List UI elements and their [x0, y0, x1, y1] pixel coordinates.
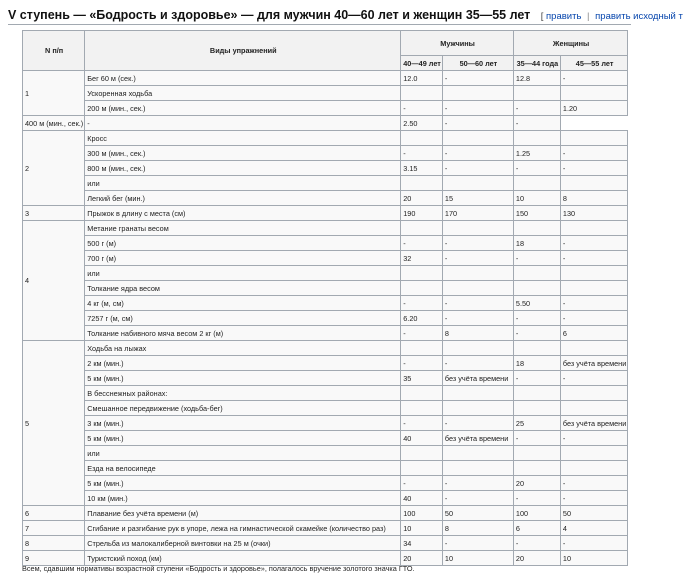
value-cell: 20 — [401, 191, 443, 206]
value-cell — [401, 266, 443, 281]
section-heading — [8, 6, 683, 24]
value-cell — [401, 386, 443, 401]
value-cell: - — [401, 476, 443, 491]
value-cell: - — [442, 491, 513, 506]
value-cell: 20 — [401, 551, 443, 566]
header-number: N п/п — [23, 31, 85, 71]
value-cell: - — [442, 536, 513, 551]
header-men-age-1: 40—49 лет — [401, 56, 443, 71]
value-cell: 40 — [401, 431, 443, 446]
value-cell — [560, 86, 627, 101]
section-title: V ступень — «Бодрость и здоровье» — для мужчин 40—60 лет и женщин 35—55 лет — [8, 8, 531, 22]
value-cell: - — [560, 251, 627, 266]
value-cell — [560, 446, 627, 461]
value-cell: 50 — [442, 506, 513, 521]
value-cell: 4 — [560, 521, 627, 536]
exercise-cell: 4 кг (м, см) — [85, 296, 401, 311]
table-row — [23, 356, 628, 371]
value-cell: 12.8 — [513, 71, 560, 86]
value-cell — [401, 401, 443, 416]
footnote: Всем, сдавшим нормативы возрастной ступени «Бодрость и здоровье», полагалось вручение золотого значка ГТО. — [22, 564, 415, 573]
value-cell: без учёта времени — [442, 431, 513, 446]
value-cell: - — [401, 356, 443, 371]
exercise-cell: 800 м (мин., сек.) — [85, 161, 401, 176]
table-row — [23, 446, 628, 461]
value-cell: - — [442, 71, 513, 86]
exercise-cell: Ускоренная ходьба — [85, 86, 401, 101]
row-number: 8 — [23, 536, 85, 551]
table-row — [23, 431, 628, 446]
value-cell: 5.50 — [513, 296, 560, 311]
exercise-cell: Сгибание и разгибание рук в упоре, лежа на гимнастической скамейке (количество раз) — [85, 521, 401, 536]
value-cell: 1.25 — [513, 146, 560, 161]
value-cell: - — [442, 161, 513, 176]
exercise-cell: 400 м (мин., сек.) — [23, 116, 85, 131]
value-cell: - — [442, 416, 513, 431]
value-cell: - — [401, 296, 443, 311]
value-cell — [513, 446, 560, 461]
value-cell: - — [513, 431, 560, 446]
value-cell — [442, 86, 513, 101]
value-cell — [442, 401, 513, 416]
table-row — [23, 251, 628, 266]
table-row — [23, 221, 628, 236]
value-cell: 3.15 — [401, 161, 443, 176]
value-cell: 170 — [442, 206, 513, 221]
value-cell — [560, 401, 627, 416]
value-cell — [513, 86, 560, 101]
table-row — [23, 341, 628, 356]
value-cell: 6 — [513, 521, 560, 536]
value-cell: - — [560, 371, 627, 386]
value-cell — [442, 386, 513, 401]
table-row — [23, 296, 628, 311]
value-cell — [560, 131, 627, 146]
table-row — [23, 86, 628, 101]
value-cell — [442, 266, 513, 281]
gto-norms-table — [22, 30, 628, 566]
value-cell: - — [401, 146, 443, 161]
exercise-cell: 700 г (м) — [85, 251, 401, 266]
exercise-cell: 10 км (мин.) — [85, 491, 401, 506]
table-row — [23, 101, 628, 116]
value-cell: - — [560, 236, 627, 251]
header-men: Мужчины — [401, 31, 514, 56]
exercise-cell: 5 км (мин.) — [85, 476, 401, 491]
table-row — [23, 461, 628, 476]
exercise-cell: В бесснежных районах: — [85, 386, 401, 401]
value-cell — [401, 86, 443, 101]
value-cell: - — [442, 356, 513, 371]
value-cell — [560, 281, 627, 296]
value-cell — [442, 446, 513, 461]
value-cell: - — [560, 71, 627, 86]
value-cell: - — [513, 161, 560, 176]
row-number: 2 — [23, 131, 85, 206]
value-cell: - — [513, 326, 560, 341]
table-body — [23, 71, 628, 566]
table-row — [23, 401, 628, 416]
value-cell: - — [442, 296, 513, 311]
value-cell: 34 — [401, 536, 443, 551]
value-cell: без учёта времени — [560, 416, 627, 431]
value-cell — [401, 461, 443, 476]
value-cell: 20 — [513, 476, 560, 491]
exercise-cell: 200 м (мин., сек.) — [85, 101, 401, 116]
value-cell — [513, 461, 560, 476]
value-cell: - — [560, 431, 627, 446]
table-row — [23, 506, 628, 521]
table-row — [23, 311, 628, 326]
header-men-age-2: 50—60 лет — [442, 56, 513, 71]
row-number: 6 — [23, 506, 85, 521]
table-row — [23, 371, 628, 386]
value-cell: 8 — [442, 326, 513, 341]
value-cell: - — [513, 371, 560, 386]
value-cell: - — [560, 476, 627, 491]
exercise-cell: Стрельба из малокалиберной винтовки на 25 м (очки) — [85, 536, 401, 551]
row-number: 9 — [23, 551, 85, 566]
table-row — [23, 521, 628, 536]
value-cell — [442, 176, 513, 191]
value-cell: - — [560, 491, 627, 506]
table-row — [23, 266, 628, 281]
exercise-cell: Бег 60 м (сек.) — [85, 71, 401, 86]
table-row — [23, 236, 628, 251]
value-cell: без учёта времени — [560, 356, 627, 371]
exercise-cell: 300 м (мин., сек.) — [85, 146, 401, 161]
value-cell: 20 — [513, 551, 560, 566]
value-cell: 40 — [401, 491, 443, 506]
value-cell: 12.0 — [401, 71, 443, 86]
value-cell — [442, 281, 513, 296]
value-cell: - — [513, 491, 560, 506]
value-cell: 100 — [513, 506, 560, 521]
value-cell: - — [442, 251, 513, 266]
value-cell — [442, 131, 513, 146]
exercise-cell: 3 км (мин.) — [85, 416, 401, 431]
value-cell — [560, 341, 627, 356]
value-cell: 190 — [401, 206, 443, 221]
value-cell: - — [401, 416, 443, 431]
value-cell: - — [442, 236, 513, 251]
table-row — [23, 161, 628, 176]
value-cell — [401, 221, 443, 236]
value-cell: - — [85, 116, 401, 131]
header-women-age-1: 35—44 года — [513, 56, 560, 71]
header-women-age-2: 45—55 лет — [560, 56, 627, 71]
exercise-cell: Толкание ядра весом — [85, 281, 401, 296]
exercise-cell: Легкий бег (мин.) — [85, 191, 401, 206]
exercise-cell: 7257 г (м, см) — [85, 311, 401, 326]
exercise-cell: Туристский поход (км) — [85, 551, 401, 566]
value-cell: 15 — [442, 191, 513, 206]
value-cell — [560, 266, 627, 281]
edit-separator: | — [587, 11, 590, 22]
table-row — [23, 71, 628, 86]
value-cell — [401, 281, 443, 296]
value-cell — [442, 341, 513, 356]
edit-link[interactable]: править — [546, 11, 582, 22]
value-cell: - — [442, 116, 513, 131]
exercise-cell: 5 км (мин.) — [85, 371, 401, 386]
table-row — [23, 146, 628, 161]
value-cell: - — [401, 236, 443, 251]
table-row — [23, 281, 628, 296]
value-cell: 6.20 — [401, 311, 443, 326]
value-cell: - — [513, 101, 560, 116]
exercise-cell: Кросс — [85, 131, 401, 146]
value-cell: - — [401, 101, 443, 116]
exercise-cell: Прыжок в длину с места (см) — [85, 206, 401, 221]
value-cell: 1.20 — [560, 101, 627, 116]
exercise-cell: 500 г (м) — [85, 236, 401, 251]
exercise-cell: Езда на велосипеде — [85, 461, 401, 476]
value-cell: - — [513, 311, 560, 326]
value-cell: - — [442, 101, 513, 116]
edit-source-link[interactable]: править исходный т — [595, 11, 683, 22]
row-number: 1 — [23, 71, 85, 116]
table-row — [23, 116, 628, 131]
row-number: 7 — [23, 521, 85, 536]
table-row — [23, 326, 628, 341]
value-cell: - — [401, 326, 443, 341]
value-cell: - — [513, 116, 560, 131]
value-cell: - — [560, 536, 627, 551]
value-cell — [401, 341, 443, 356]
exercise-cell: 5 км (мин.) — [85, 431, 401, 446]
table-row — [23, 476, 628, 491]
row-number: 4 — [23, 221, 85, 341]
exercise-cell: Метание гранаты весом — [85, 221, 401, 236]
exercise-cell: или — [85, 266, 401, 281]
edit-section-links — [541, 11, 683, 22]
value-cell: - — [442, 146, 513, 161]
value-cell — [513, 281, 560, 296]
value-cell: 10 — [442, 551, 513, 566]
value-cell — [401, 446, 443, 461]
table-row — [23, 206, 628, 221]
value-cell: 18 — [513, 236, 560, 251]
value-cell: - — [442, 476, 513, 491]
value-cell — [560, 386, 627, 401]
value-cell — [401, 131, 443, 146]
header-women: Женщины — [513, 31, 627, 56]
value-cell: - — [513, 536, 560, 551]
value-cell — [560, 461, 627, 476]
table-row — [23, 536, 628, 551]
value-cell: - — [442, 311, 513, 326]
value-cell: 8 — [560, 191, 627, 206]
value-cell: 10 — [401, 521, 443, 536]
value-cell: 6 — [560, 326, 627, 341]
value-cell — [513, 131, 560, 146]
row-number: 5 — [23, 341, 85, 506]
value-cell — [513, 401, 560, 416]
value-cell: 25 — [513, 416, 560, 431]
value-cell: - — [560, 146, 627, 161]
exercise-cell: Толкание набивного мяча весом 2 кг (м) — [85, 326, 401, 341]
table-row — [23, 131, 628, 146]
exercise-cell: Плавание без учёта времени (м) — [85, 506, 401, 521]
table-row — [23, 191, 628, 206]
value-cell — [442, 461, 513, 476]
value-cell — [513, 176, 560, 191]
table-row — [23, 176, 628, 191]
value-cell — [513, 266, 560, 281]
value-cell — [513, 386, 560, 401]
value-cell: - — [560, 161, 627, 176]
value-cell: 50 — [560, 506, 627, 521]
value-cell: 10 — [560, 551, 627, 566]
table-row — [23, 416, 628, 431]
table-row — [23, 491, 628, 506]
value-cell: 2.50 — [401, 116, 443, 131]
header-exercise: Виды упражнений — [85, 31, 401, 71]
exercise-cell: Смешанное передвижение (ходьба-бег) — [85, 401, 401, 416]
value-cell: 18 — [513, 356, 560, 371]
exercise-cell: 2 км (мин.) — [85, 356, 401, 371]
value-cell: 32 — [401, 251, 443, 266]
heading-divider — [8, 24, 631, 25]
value-cell: 130 — [560, 206, 627, 221]
value-cell — [513, 221, 560, 236]
value-cell: 150 — [513, 206, 560, 221]
value-cell: 10 — [513, 191, 560, 206]
value-cell: 35 — [401, 371, 443, 386]
value-cell — [560, 176, 627, 191]
value-cell: - — [513, 251, 560, 266]
value-cell: 8 — [442, 521, 513, 536]
value-cell — [401, 176, 443, 191]
exercise-cell: Ходьба на лыжах — [85, 341, 401, 356]
value-cell — [560, 221, 627, 236]
value-cell — [513, 341, 560, 356]
value-cell: - — [560, 296, 627, 311]
edit-bracket: [ — [540, 11, 544, 22]
exercise-cell: или — [85, 446, 401, 461]
value-cell: без учёта времени — [442, 371, 513, 386]
value-cell: 100 — [401, 506, 443, 521]
exercise-cell: или — [85, 176, 401, 191]
table-row — [23, 386, 628, 401]
row-number: 3 — [23, 206, 85, 221]
value-cell — [442, 221, 513, 236]
value-cell: - — [560, 311, 627, 326]
